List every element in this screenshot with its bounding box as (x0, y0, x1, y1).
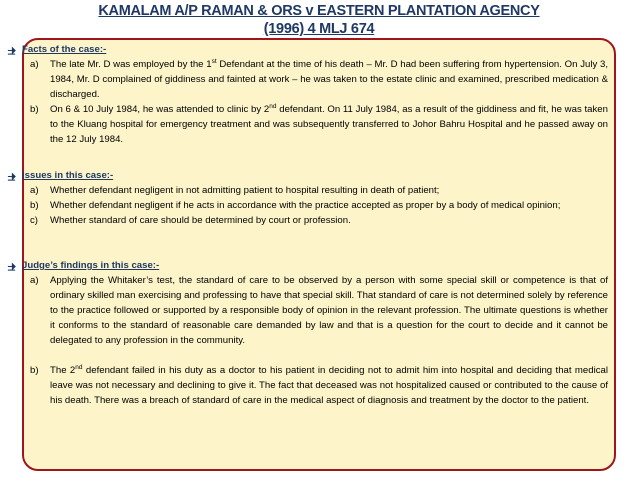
list-marker: b) (30, 200, 39, 211)
list-marker: a) (30, 185, 39, 196)
findings-heading: Judge’s findings in this case:- (22, 260, 160, 271)
issues-section (22, 168, 608, 228)
findings-item-a (22, 273, 608, 348)
ordinal-suffix: st (211, 57, 217, 65)
title-line-1: KAMALAM A/P RAMAN & ORS v EASTERN PLANTATION AGENCY (98, 3, 540, 19)
issues-item-c (22, 213, 608, 228)
issues-b-text: Whether defendant negligent if he acts in accordance with the practice accepted as proper by a body of medical opinion; (50, 200, 561, 211)
issues-a-text: Whether defendant negligent in not admitting patient to hospital resulting in death of patient; (50, 185, 440, 196)
facts-item-a (22, 57, 608, 102)
arrow-bullet-icon (7, 262, 16, 271)
arrow-bullet-icon (7, 172, 16, 181)
facts-heading: Facts of the case:- (22, 44, 107, 55)
list-marker: b) (30, 365, 39, 376)
findings-b-text-2: defendant failed in his duty as a doctor to his patient in deciding not to admit him into hospital and deciding that medical leave was not necessary and declining to give it. The fact that deceased was not hospitalized caused or contributed to the cause of his death. There was a breach of standard of care in the medical aspect of diagnosis and treatment by the doctor to the patient. (50, 365, 608, 406)
facts-b-text-2: defendant. On 11 July 1984, as a result of the giddiness and fit, he was taken to the Kluang hospital for emergency treatment and was subsequently transferred to Johor Bahru Hospital and he passed away on the 12 July 1984. (50, 104, 608, 145)
facts-b-text-1: On 6 & 10 July 1984, he was attended to clinic by 2 (50, 104, 270, 115)
ordinal-suffix: nd (269, 102, 277, 110)
title-line-2: (1996) 4 MLJ 674 (263, 21, 375, 37)
page-title (0, 2, 638, 38)
facts-item-b (22, 102, 608, 147)
ordinal-suffix: nd (75, 363, 83, 371)
list-marker: a) (30, 275, 39, 286)
list-marker: a) (30, 59, 39, 70)
findings-a-text: Applying the Whitaker’s test, the standard of care to be observed by a person with some special skill or competence is that of ordinary skilled man exercising and professing to have that special skill. That standard of care is not determined solely by reference to the practice followed or supported by a responsible body of opinion in the relevant profession. The ultimate questions is whether it conforms to the standard of reasonable care demanded by law and that is a question for the court to decide and it cannot be delegated to any profession in the community. (50, 275, 608, 346)
facts-section (22, 42, 608, 147)
findings-b-text-1: The 2 (50, 365, 76, 376)
findings-item-b (22, 363, 608, 408)
issues-item-b (22, 198, 608, 213)
facts-a-text-1: The late Mr. D was employed by the 1 (50, 59, 212, 70)
arrow-bullet-icon (7, 46, 16, 55)
issues-item-a (22, 183, 608, 198)
issues-heading: Issues in this case:- (22, 170, 114, 181)
facts-a-text-2: Defendant at the time of his death – Mr. D had been suffering from hypertension. On July 3, 1984, Mr. D complained of giddiness and fainted at work – he was taken to the estate clinic and examined, prescribed medication & discharged. (50, 59, 608, 100)
list-marker: c) (30, 215, 38, 226)
findings-section (22, 258, 608, 408)
issues-c-text: Whether standard of care should be determined by court or profession. (50, 215, 351, 226)
list-marker: b) (30, 104, 39, 115)
